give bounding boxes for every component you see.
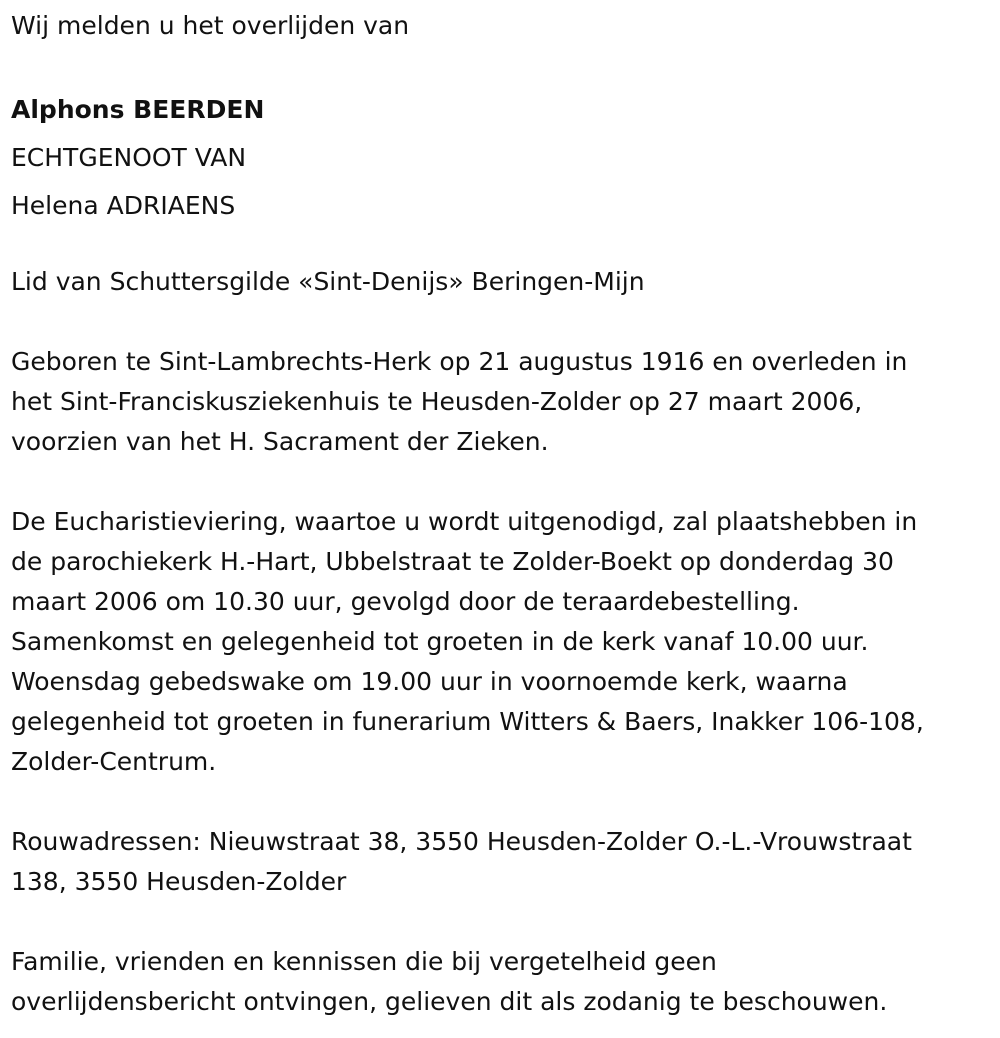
paragraph-line: Woensdag gebedswake om 19.00 uur in voornoemde kerk, waarna [11,667,848,696]
paragraph-line: Familie, vrienden en kennissen die bij vergetelheid geen [11,947,717,976]
ceremony-paragraph [11,502,986,782]
closing-paragraph [11,942,986,1022]
paragraph-line: de parochiekerk H.-Hart, Ubbelstraat te Zolder-Boekt op donderdag 30 [11,547,894,576]
paragraph-line: maart 2006 om 10.30 uur, gevolgd door de teraardebestelling. [11,587,800,616]
membership-text: Lid van Schuttersgilde «Sint-Denijs» Beringen-Mijn [11,267,645,296]
birth-death-paragraph [11,342,986,462]
paragraph-line: Geboren te Sint-Lambrechts-Herk op 21 augustus 1916 en overleden in [11,347,908,376]
paragraph-line: voorzien van het H. Sacrament der Zieken. [11,427,549,456]
paragraph-line: 138, 3550 Heusden-Zolder [11,867,347,896]
paragraph-line: overlijdensbericht ontvingen, gelieven dit als zodanig te beschouwen. [11,987,888,1016]
intro-text: Wij melden u het overlijden van [11,11,410,40]
paragraph-line: Samenkomst en gelegenheid tot groeten in de kerk vanaf 10.00 uur. [11,627,869,656]
deceased-name: Alphons BEERDEN [11,95,265,124]
paragraph-line: Zolder-Centrum. [11,747,217,776]
spouse-name: Helena ADRIAENS [11,191,236,220]
mourning-addresses-paragraph [11,822,986,902]
relation-label: ECHTGENOOT VAN [11,143,247,172]
paragraph-line: De Eucharistieviering, waartoe u wordt uitgenodigd, zal plaatshebben in [11,507,918,536]
name-block [11,86,264,230]
paragraph-line: gelegenheid tot groeten in funerarium Witters & Baers, Inakker 106-108, [11,707,924,736]
paragraph-line: het Sint-Franciskusziekenhuis te Heusden-Zolder op 27 maart 2006, [11,387,863,416]
paragraph-line: Rouwadressen: Nieuwstraat 38, 3550 Heusden-Zolder O.-L.-Vrouwstraat [11,827,912,856]
